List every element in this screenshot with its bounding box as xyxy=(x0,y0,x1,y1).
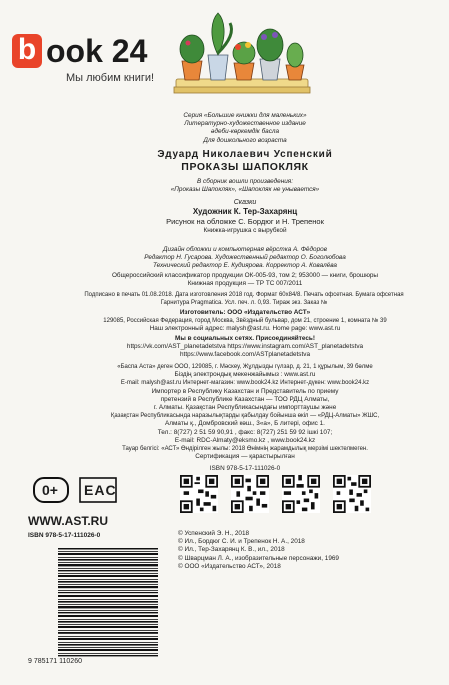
kz-line: Тауар белгісі: «АСТ» Өндірілген жылы: 2018 Өнімнің жарамдылық мерзімі шектелмеген. xyxy=(122,446,368,453)
qr-code-site[interactable] xyxy=(333,475,371,513)
copyright-line: © Успенский Э. Н., 2018 xyxy=(178,530,250,537)
series-line: әдеби-көркемдік басла xyxy=(210,128,280,136)
social-block xyxy=(80,335,410,360)
plants-illustration xyxy=(172,5,312,97)
genre-block xyxy=(120,198,370,235)
kz-line: Алматы қ., Домбровский көш., 3«а», Б литері, офис 1. xyxy=(165,420,325,428)
kz-block xyxy=(80,363,410,461)
credit-line: Редактор Н. Гусарова. Художественный редактор О. Боголюбова xyxy=(144,254,346,262)
kz-line: Сертификация — қарастырылған xyxy=(195,453,295,461)
qr-code-facebook[interactable] xyxy=(282,475,320,513)
credit-line: Технический редактор Е. Кудиярова. Корректор А. Ковалёва xyxy=(152,262,337,270)
kz-line: Қазақстан Республикасында наразылықтарды қабылдау бойынша өкіл — «РДЦ-Алматы» ЖШС, xyxy=(110,413,380,420)
qr-code-instagram[interactable] xyxy=(231,475,269,513)
series-line: Литературно-художественное издание xyxy=(184,120,306,128)
contents-line: «Проказы Шапокляк», «Шапокляк не унывается» xyxy=(170,186,320,194)
title-block xyxy=(120,149,370,174)
kz-line: претензий в Республике Казахстан — ТОО РДЦ Алматы, xyxy=(160,395,330,403)
classifier-line: Общероссийский классификатор продукции ОК-005-93, том 2; 953000 — книги, брошюры xyxy=(111,272,379,279)
logo-tagline: Мы любим книги! xyxy=(66,72,155,84)
barcode-isbn: ISBN 978-5-17-111026-0 xyxy=(28,532,101,539)
social-link[interactable]: https://vk.com/AST_planetadetstva https://www.instagram.com/AST_planetadetstva xyxy=(126,343,364,351)
series-block xyxy=(120,112,370,145)
copyright-line: © Шварцман Л. А., изобразительные персонажи, 1969 xyxy=(178,554,339,562)
kz-line: Тел.: 8(727) 2 51 59 90,91 , факс: 8(727) 251 59 92 ішкі 107; xyxy=(157,428,333,436)
book-title: ПРОКАЗЫ ШАПОКЛЯК xyxy=(181,161,309,173)
print-line: Подписано в печать 01.08.2018. Дата изготовления 2018 год. Формат 60х84/8. Печать офсетная. Бумага офсетная xyxy=(84,292,404,298)
social-link[interactable]: https://www.facebook.com/ASTplanetadetstva xyxy=(179,351,310,359)
eac-mark: EAC xyxy=(84,482,117,498)
copyright-block xyxy=(178,530,339,571)
website-label[interactable]: WWW.AST.RU xyxy=(28,514,108,528)
kz-line: Импортер в Республику Казахстан и Представитель по приему xyxy=(151,387,339,395)
kz-line: Біздің электрондық мекенжайымыз : www.ast.ru xyxy=(174,371,316,379)
credits-block xyxy=(120,246,370,271)
print-block xyxy=(74,291,414,307)
kz-line: E-mail: malysh@ast.ru Интернет-магазин: www.book24.kz Интернет-дүкен: www.book24.kz xyxy=(120,380,370,387)
age-rating-badge: 0+ xyxy=(42,482,58,498)
isbn-text: ISBN 978-5-17-111026-0 xyxy=(209,465,281,472)
copyright-line: © Ил., Бордюг С. И. и Трепенок Н. А., 2018 xyxy=(178,538,305,546)
publisher-line: 129085, Российская Федерация, город Москва, Звёздный бульвар, дом 21, строение 1, комната № 39 xyxy=(103,318,387,325)
barcode-digits: 9 785171 110260 xyxy=(28,658,82,665)
book-type: Книжка-игрушка с вырубкой xyxy=(203,226,287,234)
logo-text: ook 24 xyxy=(46,33,148,69)
kz-line: «Баспа Аста» деген ООО, 129085, г. Мәскеу, Жұлдызды гүлзар, д. 21, 1 құрылым, 39 бөлме xyxy=(117,364,373,370)
series-line: Серия «Большие книжки для маленьких» xyxy=(183,112,307,119)
artist: Художник К. Тер-Захарянц xyxy=(192,207,298,216)
series-line: Для дошкольного возраста xyxy=(203,136,287,144)
print-line: Гарнитура Pragmatica. Усл. печ. л. 0,93. Тираж экз. Заказ № xyxy=(160,300,328,307)
classifier-block xyxy=(90,272,400,288)
publisher-line: Наш электронный адрес: malysh@ast.ru. Home page: www.ast.ru xyxy=(149,325,341,333)
copyright-line: © ООО «Издательство АСТ», 2018 xyxy=(178,562,281,570)
publisher-line: Изготовитель: ООО «Издательство АСТ» xyxy=(179,309,311,316)
kz-line: E-mail: RDC-Almaty@eksmo.kz , www.book24.kz xyxy=(174,436,316,444)
author-name: Эдуард Николаевич Успенский xyxy=(157,149,333,160)
kz-line: г. Алматы. Қазақстан Республикасындағы импорттаушы және xyxy=(153,404,337,412)
copyright-line: © Ил., Тер-Захарянц К. В., ил., 2018 xyxy=(178,546,285,554)
credit-line: Дизайн обложки и компьютерная вёрстка А. Фёдоров xyxy=(162,246,328,253)
logo-letter: b xyxy=(12,34,42,68)
qr-code-vk[interactable] xyxy=(180,475,218,513)
genre: Сказки xyxy=(233,199,257,206)
barcode-panel xyxy=(26,458,162,674)
social-heading: Мы в социальных сетях. Присоединяйтесь! xyxy=(175,335,315,342)
contents-line: В сборник вошли произведения: xyxy=(197,178,293,185)
contents-note xyxy=(120,178,370,194)
cover-note: Рисунок на обложке С. Бордюг и Н. Трепенок xyxy=(166,217,324,226)
book24-logo[interactable] xyxy=(12,30,162,90)
publisher-block xyxy=(80,309,410,334)
classifier-line: Книжная продукция — ТР ТС 007/2011 xyxy=(187,280,303,288)
